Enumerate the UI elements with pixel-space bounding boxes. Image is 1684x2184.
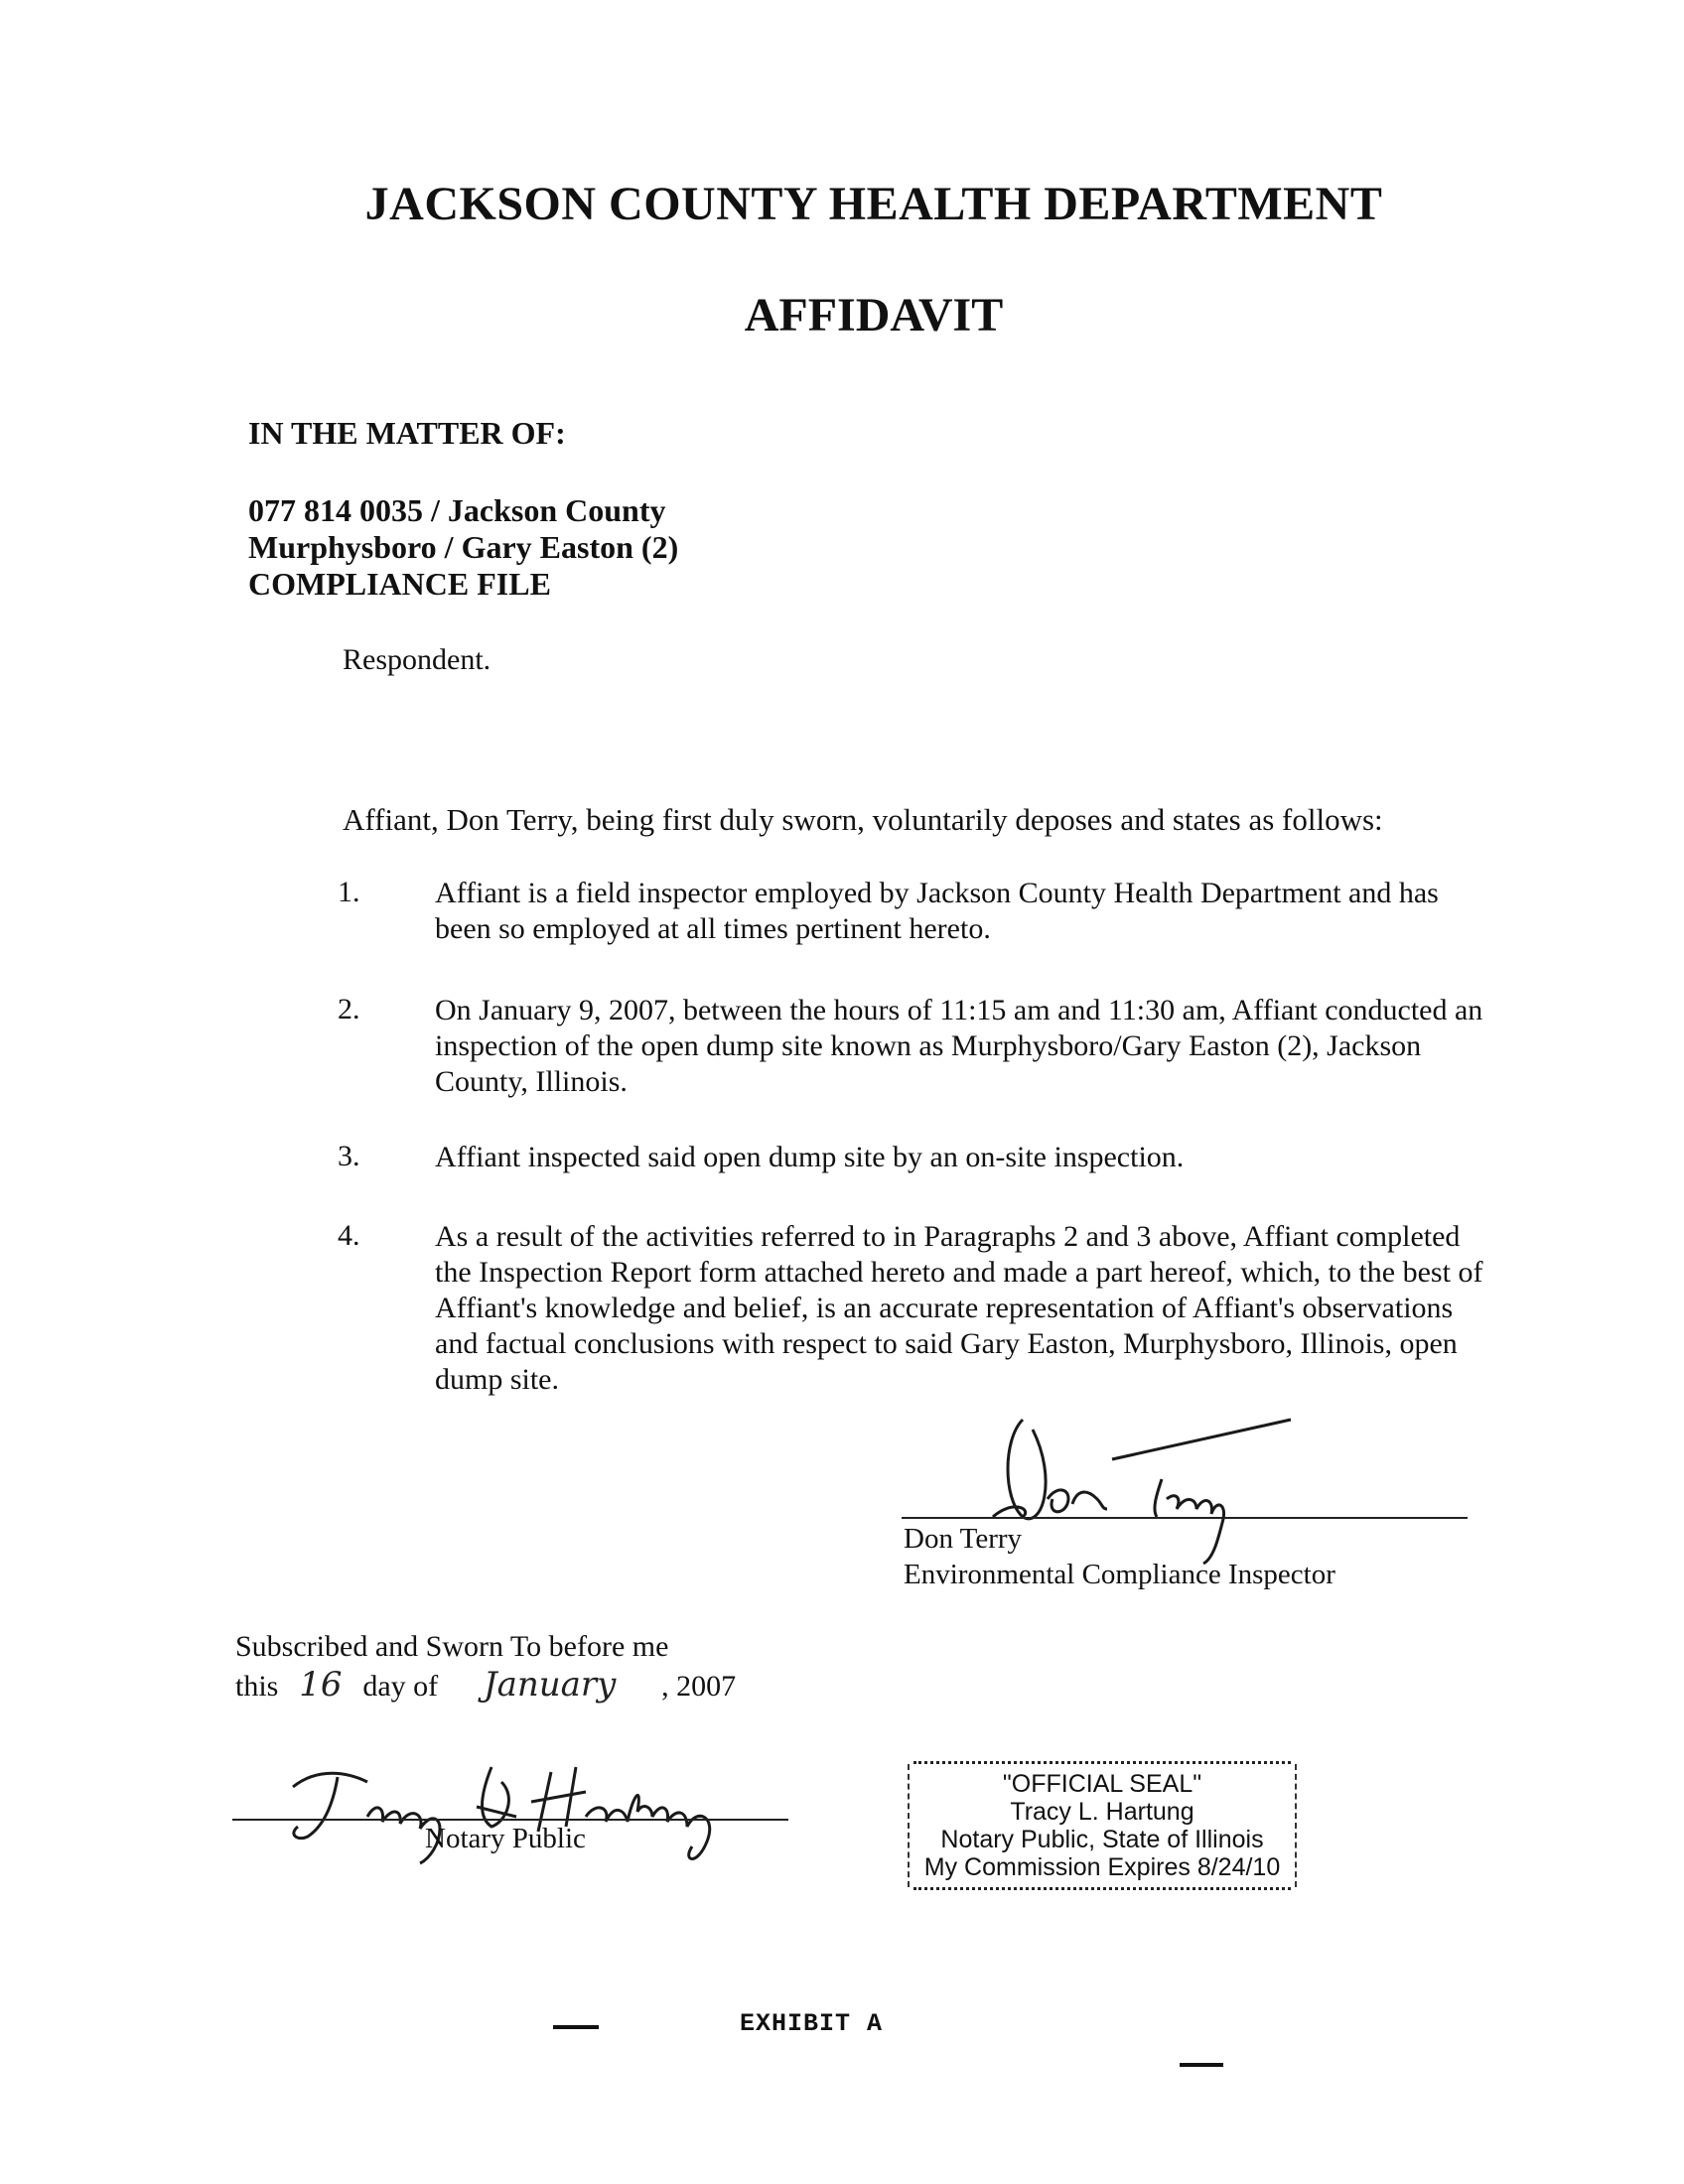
seal-border-left	[908, 1764, 919, 1887]
jurat-block	[235, 1628, 736, 1706]
paragraph-number: 2.	[338, 993, 360, 1025]
case-caption	[248, 492, 678, 603]
caption-line: COMPLIANCE FILE	[248, 566, 551, 602]
jurat-year: , 2007	[661, 1670, 737, 1703]
document-title: AFFIDAVIT	[744, 289, 1004, 341]
jurat-month-handwritten: January	[483, 1665, 617, 1705]
affiant-intro: Affiant, Don Terry, being first duly sworn, voluntarily deposes and states as follows:	[343, 802, 1383, 837]
paragraph-text: Affiant is a field inspector employed by Jackson County Health Department and has been so employed at all times pertinent hereto.	[435, 877, 1439, 945]
paragraph-number: 3.	[338, 1140, 360, 1172]
paragraph-number: 1.	[338, 876, 360, 908]
notary-public-label: Notary Public	[425, 1823, 586, 1854]
paragraph-text: On January 9, 2007, between the hours of 11:15 am and 11:30 am, Affiant conducted an inspection of the open dump site known as Murphysboro/Gary Easton (2), Jackson County, Illinois.	[435, 994, 1483, 1098]
footer-dash-right	[1180, 2063, 1223, 2067]
seal-line: Tracy L. Hartung	[1010, 1798, 1194, 1826]
seal-line: My Commission Expires 8/24/10	[923, 1853, 1281, 1881]
affiant-signature-block	[904, 1521, 1335, 1592]
seal-line: "OFFICIAL SEAL"	[1002, 1770, 1202, 1798]
respondent-label: Respondent.	[343, 643, 491, 676]
jurat-line: Subscribed and Sworn To before me	[235, 1630, 669, 1663]
paragraph-text: As a result of the activities referred to in Paragraphs 2 and 3 above, Affiant completed the Inspection Report form attached hereto and made a part hereof, which, to the best of Affiant's knowledge and belief, is an accurate representation of Affiant's observations and factual conclusions with respect to said Gary Easton, Murphysboro, Illinois, open dump site.	[435, 1220, 1483, 1396]
affiant-signature-line	[902, 1517, 1468, 1519]
caption-line: 077 814 0035 / Jackson County	[248, 492, 666, 528]
paragraph-number: 4.	[338, 1219, 360, 1252]
seal-line: Notary Public, State of Illinois	[940, 1826, 1264, 1853]
official-seal-stamp	[913, 1761, 1291, 1890]
caption-line: Murphysboro / Gary Easton (2)	[248, 529, 679, 565]
footer-dash-left	[553, 2025, 599, 2029]
jurat-day-of: day of	[362, 1670, 439, 1703]
seal-border-right	[1285, 1764, 1297, 1887]
matter-heading: IN THE MATTER OF:	[248, 415, 566, 451]
affiant-title: Environmental Compliance Inspector	[904, 1559, 1335, 1590]
jurat-this: this	[235, 1670, 279, 1703]
paragraph-text: Affiant inspected said open dump site by an on-site inspection.	[435, 1141, 1185, 1173]
affiant-name: Don Terry	[904, 1523, 1023, 1555]
organization-heading: JACKSON COUNTY HEALTH DEPARTMENT	[364, 178, 1383, 230]
notary-signature-line	[232, 1819, 788, 1821]
exhibit-label: EXHIBIT A	[740, 2009, 884, 2038]
jurat-day-handwritten: 16	[299, 1665, 343, 1705]
